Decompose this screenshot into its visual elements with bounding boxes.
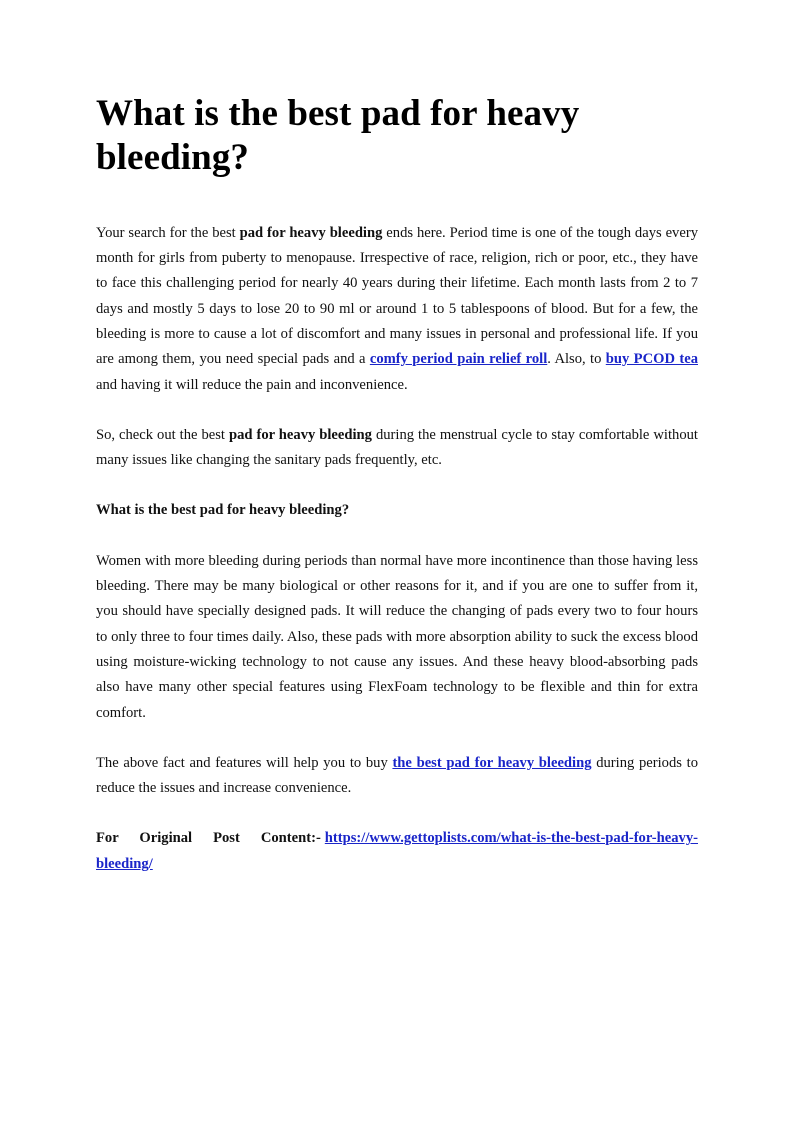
para2-text-2: during the menstrual cycle to stay comfortable without many issues like changing the sanitary pads frequently, etc. [96, 426, 698, 469]
source-line [96, 826, 698, 877]
intro-text-2: ends here. Period time is one of the tough days every month for girls from puberty to menopause. Irrespective of race, religion, rich or poor, etc., they have to face this challenging period for nearly 40 years during their lifetime. Each month lasts from 2 to 7 days and mostly 5 days to lose 20 to 90 ml or around 1 to 5 tablespoons of blood. But for a few, the bleeding is more to cause a lot of discomfort and many issues in personal and professional life. If you are among them, you need special pads and a [96, 224, 698, 368]
document-page [96, 92, 698, 902]
comfy-roll-link[interactable]: comfy period pain relief roll [369, 351, 548, 368]
para2-text-1: So, check out the best [96, 426, 229, 443]
fourth-paragraph [96, 751, 698, 802]
source-url-link[interactable]: https://www.gettoplists.com/what-is-the-best-pad-for-heavy-bleeding/ [96, 830, 698, 872]
second-paragraph [96, 423, 698, 474]
para4-text-2: during periods to reduce the issues and increase convenience. [96, 754, 698, 797]
intro-text-3: . Also, to [547, 351, 606, 368]
intro-text-1: Your search for the best [96, 224, 240, 241]
section-heading: What is the best pad for heavy bleeding? [96, 502, 350, 519]
pcod-tea-link[interactable]: buy PCOD tea [605, 351, 698, 368]
intro-paragraph [96, 221, 698, 398]
para2-keyword: pad for heavy bleeding [228, 426, 372, 443]
intro-text-4: and having it will reduce the pain and inconvenience. [96, 376, 408, 393]
para4-text-1: The above fact and features will help you to buy [96, 754, 393, 771]
third-paragraph: Women with more bleeding during periods than normal have more incontinence than those having less bleeding. There may be many biological or other reasons for it, and if you are one to suffer from it, you should have specially designed pads. It will reduce the changing of pads every two to four hours to only three to four times daily. Also, these pads with more absorption ability to suck the excess blood using moisture-wicking technology to not cause any issues. And these heavy blood-absorbing pads also have many other special features using FlexFoam technology to be flexible and thin for extra comfort. [96, 552, 698, 721]
page-title: What is the best pad for heavy bleeding? [96, 93, 580, 179]
intro-keyword: pad for heavy bleeding [239, 224, 383, 241]
article-body [96, 221, 698, 877]
best-pad-link[interactable]: the best pad for heavy bleeding [392, 754, 592, 771]
source-label: For Original Post Content:- [96, 830, 321, 847]
